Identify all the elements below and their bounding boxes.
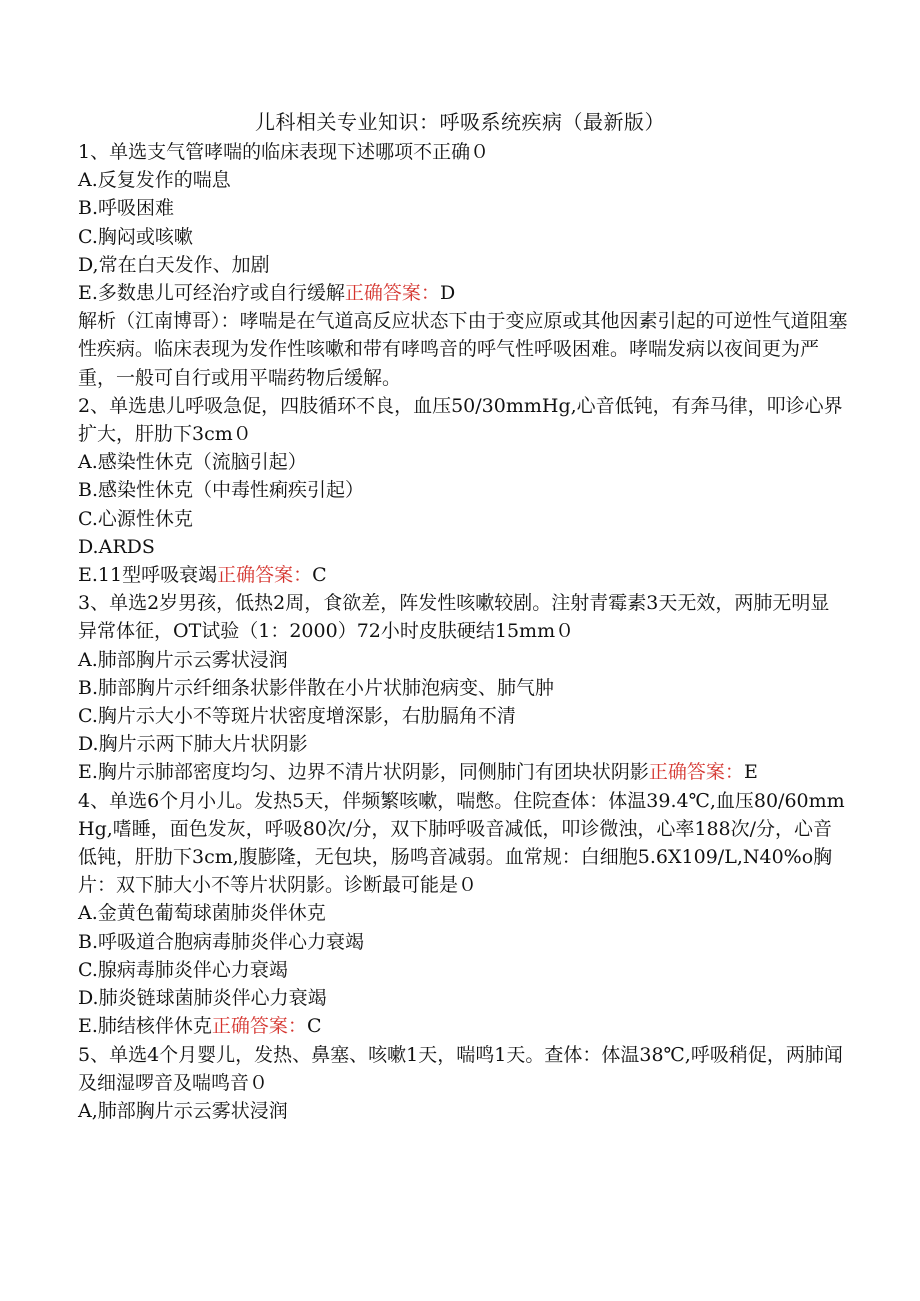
question-1-option-c: C.胸闷或咳嗽 <box>78 225 193 248</box>
question-2-option-b: B.感染性休克（中毒性痢疾引起） <box>78 479 365 502</box>
question-3-answer: E <box>743 761 758 784</box>
question-4-option-c: C.腺病毒肺炎伴心力衰竭 <box>78 958 288 981</box>
question-2-option-e-row <box>78 561 848 589</box>
question-4-answer: C <box>306 1015 322 1038</box>
question-4-stem: 4、单选6个月小儿。发热5天，伴频繁咳嗽，喘憋。住院查体：体温39.4℃,血压80/60mmHg,嗜睡，面色发灰，呼吸80次/分，双下肺呼吸音减低，叩诊微浊，心率188次/分，心音低钝，肝肋下3cm,腹膨隆，无包块，肠鸣音减弱。血常规：白细胞5.6X109/L,N40%o胸片：双下肺大小不等片状阴影。诊断最可能是０ <box>78 789 845 897</box>
question-1-option-e: E.多数患儿可经治疗或自行缓解 <box>78 282 345 305</box>
answer-label: 正确答案： <box>217 564 313 587</box>
question-4-option-e-row <box>78 1012 848 1040</box>
question-2-option-a: A.感染性休克（流脑引起） <box>78 451 307 474</box>
question-1-option-d: D,常在白天发作、加剧 <box>78 253 270 276</box>
question-5-option-a: A,肺部胸片示云雾状浸润 <box>78 1099 288 1122</box>
question-4-option-e: E.肺结核伴休克 <box>78 1015 212 1038</box>
question-3-option-b: B.肺部胸片示纤细条状影伴散在小片状肺泡病变、肺气肿 <box>78 676 555 699</box>
question-2-stem: 2、单选患儿呼吸急促，四肢循环不良，血压50/30mmHg,心音低钝，有奔马律，叩诊心界扩大，肝肋下3cm０ <box>78 394 843 446</box>
answer-label: 正确答案： <box>344 282 440 305</box>
question-1-option-e-row <box>78 279 848 307</box>
question-3-stem: 3、单选2岁男孩，低热2周，食欲差，阵发性咳嗽较剧。注射青霉素3天无效，两肺无明显异常体征，OT试验（1：2000）72小时皮肤硬结15mm０ <box>78 592 830 643</box>
question-2-option-d: D.ARDS <box>78 535 155 558</box>
question-2-option-c: C.心源性休克 <box>78 507 193 530</box>
question-4-option-d: D.肺炎链球菌肺炎伴心力衰竭 <box>78 987 327 1010</box>
question-2-option-e: E.11型呼吸衰竭 <box>78 564 218 587</box>
question-1-analysis: 解析（江南博哥）：哮喘是在气道高反应状态下由于变应原或其他因素引起的可逆性气道阻塞性疾病。临床表现为发作性咳嗽和带有哮鸣音的呼气性呼吸困难。哮喘发病以夜间更为严重，一般可自行或用平喘药物后缓解。 <box>78 310 848 389</box>
question-3-option-d: D.胸片示两下肺大片状阴影 <box>78 733 308 756</box>
document-body <box>78 138 848 1125</box>
question-1-answer: D <box>439 282 456 305</box>
question-2-answer: C <box>312 564 327 587</box>
question-5-stem: 5、单选4个月婴儿，发热、鼻塞、咳嗽1天，喘鸣1天。查体：体温38℃,呼吸稍促，两肺闻及细湿啰音及喘鸣音０ <box>78 1043 843 1094</box>
question-4-option-a: A.金黄色葡萄球菌肺炎伴休克 <box>78 902 326 925</box>
question-4-option-b: B.呼吸道合胞病毒肺炎伴心力衰竭 <box>78 930 365 953</box>
document-title: 儿科相关专业知识：呼吸系统疾病（最新版） <box>255 110 665 134</box>
answer-label: 正确答案： <box>648 761 744 784</box>
question-1-stem: 1、单选支气管哮喘的临床表现下述哪项不正确０ <box>78 141 490 163</box>
question-1-option-b: B.呼吸困难 <box>78 197 175 220</box>
question-3-option-e: E.胸片示肺部密度均匀、边界不清片状阴影，同侧肺门有团块状阴影 <box>78 761 649 784</box>
question-1-option-a: A.反复发作的喘息 <box>78 169 231 192</box>
question-3-option-e-row <box>78 758 848 786</box>
question-3-option-a: A.肺部胸片示云雾状浸润 <box>78 648 288 671</box>
answer-label: 正确答案： <box>211 1015 307 1038</box>
question-3-option-c: C.胸片示大小不等斑片状密度增深影，右肋膈角不清 <box>78 705 516 728</box>
